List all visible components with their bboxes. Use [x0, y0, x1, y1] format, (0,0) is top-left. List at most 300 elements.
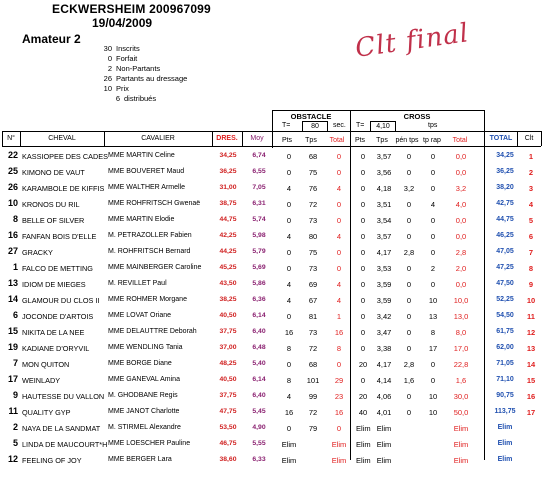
stat-line	[96, 54, 137, 64]
cross-time: 3,54	[376, 216, 392, 225]
ranking: 11	[527, 312, 535, 321]
obstacle-points: 0	[286, 152, 292, 161]
col-cross-tps: Tps	[376, 137, 388, 144]
cross-time: 3,59	[376, 280, 392, 289]
obstacle-total: Elim	[331, 456, 347, 465]
cross-total: 2,0	[455, 264, 467, 273]
cross-time-penalty: 0	[406, 344, 412, 353]
obstacle-points: 8	[286, 344, 292, 353]
cross-points: 0	[360, 248, 366, 257]
dressage-score: 44,75	[219, 216, 237, 223]
obstacle-time: 75	[308, 168, 318, 177]
col-tp-rap: tp rap	[423, 137, 441, 144]
stat-line	[96, 44, 140, 54]
stat-label: Forfait	[116, 54, 138, 63]
cross-total: Elim	[453, 440, 469, 449]
obstacle-points: 0	[286, 264, 292, 273]
dressage-average: 5,79	[252, 248, 266, 255]
bib-number: 17	[7, 374, 18, 384]
grand-total: 113,75	[494, 408, 516, 415]
dressage-average: 5,69	[252, 264, 266, 271]
cross-fast-penalty: 13	[428, 312, 438, 321]
obstacle-time: 76	[308, 184, 318, 193]
cross-fast-penalty: 0	[430, 152, 436, 161]
bib-number: 27	[7, 246, 18, 256]
obstacle-points: 4	[286, 184, 292, 193]
dressage-score: 36,25	[219, 168, 237, 175]
obstacle-points: 0	[286, 424, 292, 433]
ranking: 12	[526, 328, 536, 337]
dressage-average: 5,55	[252, 440, 266, 447]
grand-total: 44,75	[496, 216, 514, 223]
cross-points: 0	[360, 152, 366, 161]
bib-number: 12	[7, 454, 18, 464]
bib-number: 1	[12, 262, 18, 272]
stat-label: Partants au dressage	[116, 74, 188, 83]
cross-fast-penalty: 10	[428, 408, 438, 417]
event-title: ECKWERSHEIM 200967099	[52, 2, 211, 16]
rider-name: MME WALTHER Armelle	[108, 184, 186, 191]
obstacle-time: 72	[308, 344, 318, 353]
cross-time: Elim	[376, 456, 392, 465]
obstacle-time: 79	[308, 424, 318, 433]
ranking: 14	[526, 360, 536, 369]
bib-number: 7	[12, 358, 18, 368]
ranking: 5	[528, 216, 534, 225]
obstacle-total: 0	[336, 200, 342, 209]
obstacle-total: 16	[334, 408, 344, 417]
ranking: 6	[528, 232, 534, 241]
cross-total: Elim	[453, 456, 469, 465]
ranking: 3	[528, 184, 534, 193]
table-row	[2, 149, 541, 165]
table-row	[2, 405, 541, 421]
obstacle-points: Elim	[281, 456, 297, 465]
obstacle-total: 0	[336, 168, 342, 177]
dressage-average: 6,31	[252, 200, 266, 207]
bib-number: 10	[7, 198, 18, 208]
grand-total: 42,75	[496, 200, 514, 207]
cross-fast-penalty: 17	[428, 344, 438, 353]
cross-total: 22,8	[453, 360, 469, 369]
bib-number: 15	[7, 326, 18, 336]
dressage-score: 37,75	[219, 328, 237, 335]
rider-name: MME MAINBERGER Caroline	[108, 264, 202, 271]
dressage-score: 40,50	[219, 312, 237, 319]
obstacle-unit: sec.	[333, 122, 346, 129]
cross-total: 13,0	[453, 312, 469, 321]
dressage-average: 6,74	[252, 152, 266, 159]
cross-time: 3,57	[376, 152, 392, 161]
ranking: 13	[526, 344, 536, 353]
stat-line	[96, 74, 187, 84]
cross-total: 17,0	[453, 344, 469, 353]
obstacle-points: 0	[286, 168, 292, 177]
stat-line	[104, 94, 156, 104]
rider-name: MME MARTIN Celine	[108, 152, 175, 159]
dressage-average: 6,40	[252, 328, 266, 335]
grand-total: 47,05	[496, 248, 514, 255]
cross-points: 40	[358, 408, 368, 417]
category-title: Amateur 2	[22, 32, 81, 46]
cross-points: 20	[358, 392, 368, 401]
cross-fast-penalty: 0	[430, 168, 436, 177]
rider-name: M. GHODBANE Regis	[108, 392, 178, 399]
table-row	[2, 453, 541, 469]
table-row	[2, 165, 541, 181]
cross-time-penalty: 0	[406, 232, 412, 241]
col-moy: Moy	[250, 135, 264, 142]
cross-total: 0,0	[455, 216, 467, 225]
dressage-average: 6,33	[252, 456, 266, 463]
cross-points: 0	[360, 184, 366, 193]
grand-total: Elim	[497, 424, 513, 431]
dressage-average: 5,86	[252, 280, 266, 287]
cross-time-penalty: 0	[406, 312, 412, 321]
cross-time: Elim	[376, 440, 392, 449]
cross-time: 4,17	[376, 248, 392, 257]
cross-points: 0	[360, 200, 366, 209]
rider-name: MME ROHFRITSCH Gwenaë	[108, 200, 201, 207]
col-grand-total: TOTAL	[489, 135, 513, 142]
table-row	[2, 437, 541, 453]
dressage-score: 43,50	[219, 280, 237, 287]
obstacle-points: 16	[284, 328, 294, 337]
horse-name: GRACKY	[22, 248, 53, 257]
cross-time: 3,38	[376, 344, 392, 353]
cross-time: 4,17	[376, 360, 392, 369]
ranking: 2	[528, 168, 534, 177]
cross-fast-penalty: 10	[428, 392, 438, 401]
cross-unit: tps	[428, 122, 438, 129]
horse-name: KIMONO DE VAUT	[22, 168, 85, 177]
cross-time-penalty: 0	[406, 408, 412, 417]
horse-name: WEINLADY	[22, 376, 61, 385]
cross-time-box: 4,10	[370, 121, 396, 132]
cross-fast-penalty: 10	[428, 296, 438, 305]
rider-name: MME LOESCHER Pauline	[108, 440, 191, 447]
obstacle-total: 0	[336, 248, 342, 257]
cross-points: 0	[360, 296, 366, 305]
col-obstacle-pts: Pts	[281, 137, 293, 144]
dressage-average: 4,90	[252, 424, 266, 431]
table-row	[2, 325, 541, 341]
cross-time-penalty: 1,6	[403, 376, 415, 385]
horse-name: KRONOS DU RIL	[22, 200, 80, 209]
cross-points: Elim	[356, 424, 371, 433]
cross-time-penalty: 2,8	[403, 248, 415, 257]
stat-count: 0	[107, 54, 112, 63]
cross-points: 0	[360, 344, 366, 353]
obstacle-time: 72	[308, 200, 318, 209]
obstacle-total: 1	[336, 312, 342, 321]
handwritten-note: Clt final	[353, 18, 471, 64]
grand-total: 34,25	[496, 152, 514, 159]
cross-time-penalty: 0	[406, 216, 412, 225]
cross-time: 4,14	[376, 376, 392, 385]
dressage-average: 5,74	[252, 216, 266, 223]
cross-points: Elim	[356, 456, 371, 465]
stat-line	[96, 84, 129, 94]
col-no: N°	[7, 135, 15, 142]
cross-time-penalty: 2,8	[403, 360, 415, 369]
obstacle-points: 4	[286, 232, 292, 241]
bib-number: 25	[7, 166, 18, 176]
table-row	[2, 197, 541, 213]
obstacle-time: 75	[308, 248, 318, 257]
cross-fast-penalty: 0	[430, 216, 436, 225]
obstacle-time: 73	[308, 264, 318, 273]
table-row	[2, 357, 541, 373]
obstacle-total: 0	[336, 360, 342, 369]
ranking: 10	[526, 296, 536, 305]
dressage-average: 6,55	[252, 168, 266, 175]
bib-number: 22	[7, 150, 18, 160]
obstacle-points: 0	[286, 312, 292, 321]
bib-number: 19	[7, 342, 18, 352]
cross-time: 3,57	[376, 232, 392, 241]
cross-time: 3,51	[376, 200, 392, 209]
col-horse: CHEVAL	[48, 135, 76, 142]
bib-number: 5	[12, 438, 18, 448]
dressage-average: 5,40	[252, 360, 266, 367]
obstacle-title: OBSTACLE	[290, 112, 332, 121]
col-cross-total: Total	[452, 137, 468, 144]
obstacle-total: 4	[336, 184, 342, 193]
obstacle-points: Elim	[281, 440, 297, 449]
cross-total: 0,0	[455, 232, 467, 241]
cross-total: 0,0	[455, 280, 467, 289]
obstacle-total: 0	[336, 216, 342, 225]
table-row	[2, 293, 541, 309]
grand-total: 90,75	[496, 392, 514, 399]
dressage-score: 44,25	[219, 248, 237, 255]
horse-name: MON QUITON	[22, 360, 70, 369]
rider-name: MME GANEVAL Amina	[108, 376, 180, 383]
event-date: 19/04/2009	[92, 16, 153, 30]
cross-time-penalty: 0	[406, 280, 412, 289]
cross-points: 0	[360, 376, 366, 385]
cross-points: 0	[360, 312, 366, 321]
cross-fast-penalty: 0	[430, 376, 436, 385]
stat-count: 6	[115, 94, 120, 103]
cross-fast-penalty: 8	[430, 328, 436, 337]
table-row	[2, 389, 541, 405]
horse-name: GLAMOUR DU CLOS II	[22, 296, 100, 305]
obstacle-total: 0	[336, 264, 342, 273]
cross-time-penalty: 0	[406, 264, 412, 273]
cross-total: 0,0	[455, 152, 467, 161]
col-obstacle-total: Total	[329, 137, 345, 144]
table-row	[2, 229, 541, 245]
bib-number: 14	[7, 294, 18, 304]
cross-total: 3,2	[455, 184, 467, 193]
grand-total: 54,50	[496, 312, 514, 319]
cross-total: 4,0	[455, 200, 467, 209]
ranking: 16	[526, 392, 536, 401]
cross-time-penalty: 0	[406, 168, 412, 177]
obstacle-points: 4	[286, 296, 292, 305]
cross-fast-penalty: 0	[430, 184, 436, 193]
horse-name: FALCO DE METTING	[22, 264, 93, 273]
table-row	[2, 213, 541, 229]
rider-name: MME MARTIN Elodie	[108, 216, 175, 223]
obstacle-total: 4	[336, 296, 342, 305]
obstacle-total: 4	[336, 232, 342, 241]
horse-name: QUALITY GYP	[22, 408, 71, 417]
dressage-average: 6,14	[252, 312, 266, 319]
cross-points: 0	[360, 168, 366, 177]
cross-time: 3,47	[376, 328, 392, 337]
stat-label: distribués	[124, 94, 157, 103]
cross-points: 0	[360, 264, 366, 273]
horse-name: KASSIOPEE DES CADES	[22, 152, 108, 161]
cross-points: 20	[358, 360, 368, 369]
horse-name: IDIOM DE MIEGES	[22, 280, 86, 289]
ranking: 15	[526, 376, 536, 385]
rider-name: MME ROHMER Morgane	[108, 296, 187, 303]
obstacle-t-label: T=	[282, 122, 291, 129]
cross-total: 2,8	[455, 248, 467, 257]
cross-points: 0	[360, 328, 366, 337]
cross-total: 1,6	[455, 376, 467, 385]
cross-total: 10,0	[453, 296, 469, 305]
cross-time: Elim	[376, 424, 392, 433]
obstacle-total: 23	[334, 392, 344, 401]
col-dres: DRES.	[216, 135, 238, 142]
dressage-average: 6,14	[252, 376, 266, 383]
cross-time: 3,59	[376, 296, 392, 305]
ranking: 7	[528, 248, 534, 257]
horse-name: NIKITA DE LA NEE	[22, 328, 85, 337]
horse-name: HAUTESSE DU VALLON	[22, 392, 105, 401]
cross-points: 0	[360, 232, 366, 241]
obstacle-points: 8	[286, 376, 292, 385]
obstacle-time: 68	[308, 360, 318, 369]
cross-fast-penalty: 4	[430, 200, 436, 209]
obstacle-time: 73	[308, 216, 318, 225]
horse-name: FEELING OF JOY	[22, 456, 82, 465]
obstacle-time: 73	[308, 328, 318, 337]
dressage-score: 45,25	[219, 264, 237, 271]
grand-total: 47,25	[496, 264, 514, 271]
obstacle-total: 16	[334, 328, 344, 337]
rider-name: MME WENDLING Tania	[108, 344, 183, 351]
dressage-score: 48,25	[219, 360, 237, 367]
dressage-score: 31,00	[219, 184, 237, 191]
horse-name: KADIANE D'ORYVIL	[22, 344, 90, 353]
cross-time-penalty: 0	[406, 152, 412, 161]
rider-name: MME BERGER Lara	[108, 456, 172, 463]
dressage-score: 53,50	[219, 424, 237, 431]
cross-fast-penalty: 0	[430, 248, 436, 257]
rider-name: M. REVILLET Paul	[108, 280, 167, 287]
dressage-score: 37,00	[219, 344, 237, 351]
rider-name: MME JANOT Charlotte	[108, 408, 180, 415]
obstacle-time: 99	[308, 392, 318, 401]
rider-name: M. STIRMEL Alexandre	[108, 424, 181, 431]
obstacle-time: 81	[308, 312, 318, 321]
grand-total: 38,20	[496, 184, 514, 191]
obstacle-points: 0	[286, 360, 292, 369]
stat-label: Non-Partants	[116, 64, 161, 73]
col-obstacle-tps: Tps	[305, 137, 317, 144]
cross-points: 0	[360, 216, 366, 225]
obstacle-time: 80	[308, 232, 318, 241]
cross-total: 50,0	[453, 408, 469, 417]
cross-points: 0	[360, 280, 366, 289]
table-row	[2, 245, 541, 261]
cross-title: CROSS	[403, 112, 431, 121]
dressage-average: 5,98	[252, 232, 266, 239]
table-row	[2, 373, 541, 389]
obstacle-time: 68	[308, 152, 318, 161]
horse-name: KARAMBOLE DE KIFFIS	[22, 184, 105, 193]
cross-total: 0,0	[455, 168, 467, 177]
cross-total: Elim	[453, 424, 469, 433]
bib-number: 16	[7, 230, 18, 240]
dressage-score: 38,25	[219, 296, 237, 303]
obstacle-time: 101	[306, 376, 320, 385]
dressage-score: 37,75	[219, 392, 237, 399]
cross-fast-penalty: 0	[430, 232, 436, 241]
cross-points: Elim	[356, 440, 371, 449]
obstacle-points: 16	[284, 408, 294, 417]
col-cross-pts: Pts	[354, 137, 366, 144]
obstacle-time: 69	[308, 280, 318, 289]
cross-total: 30,0	[453, 392, 469, 401]
dressage-score: 46,75	[219, 440, 237, 447]
cross-time-penalty: 0	[406, 296, 412, 305]
dressage-score: 34,25	[219, 152, 237, 159]
obstacle-points: 4	[286, 392, 292, 401]
ranking: 8	[528, 264, 534, 273]
horse-name: FANFAN BOIS D'ELLE	[22, 232, 97, 241]
cross-time-penalty: 3,2	[403, 184, 415, 193]
obstacle-time: 67	[308, 296, 318, 305]
grand-total: 62,00	[496, 344, 514, 351]
grand-total: Elim	[497, 456, 513, 463]
col-pen-tps: pén tps	[395, 137, 419, 144]
table-row	[2, 277, 541, 293]
ranking: 17	[526, 408, 536, 417]
cross-time: 3,53	[376, 264, 392, 273]
obstacle-time-box: 80	[302, 121, 328, 132]
rider-name: M. PETRAZOLLER Fabien	[108, 232, 192, 239]
cross-total: 8,0	[455, 328, 467, 337]
grand-total: Elim	[497, 440, 513, 447]
stat-count: 30	[103, 44, 112, 53]
col-clt: Clt	[524, 135, 534, 142]
rider-name: MME DELAUTTRE Deborah	[108, 328, 197, 335]
grand-total: 71,10	[496, 376, 514, 383]
obstacle-points: 0	[286, 248, 292, 257]
cross-fast-penalty: 0	[430, 360, 436, 369]
dressage-score: 42,25	[219, 232, 237, 239]
horse-name: JOCONDE D'ARTOIS	[22, 312, 94, 321]
obstacle-total: 4	[336, 280, 342, 289]
bib-number: 8	[12, 214, 18, 224]
table-row	[2, 261, 541, 277]
grand-total: 36,25	[496, 168, 514, 175]
cross-time: 4,06	[376, 392, 392, 401]
bib-number: 26	[7, 182, 18, 192]
cross-time: 4,01	[376, 408, 392, 417]
cross-time: 3,56	[376, 168, 392, 177]
table-row	[2, 421, 541, 437]
obstacle-points: 0	[286, 200, 292, 209]
obstacle-total: 8	[336, 344, 342, 353]
